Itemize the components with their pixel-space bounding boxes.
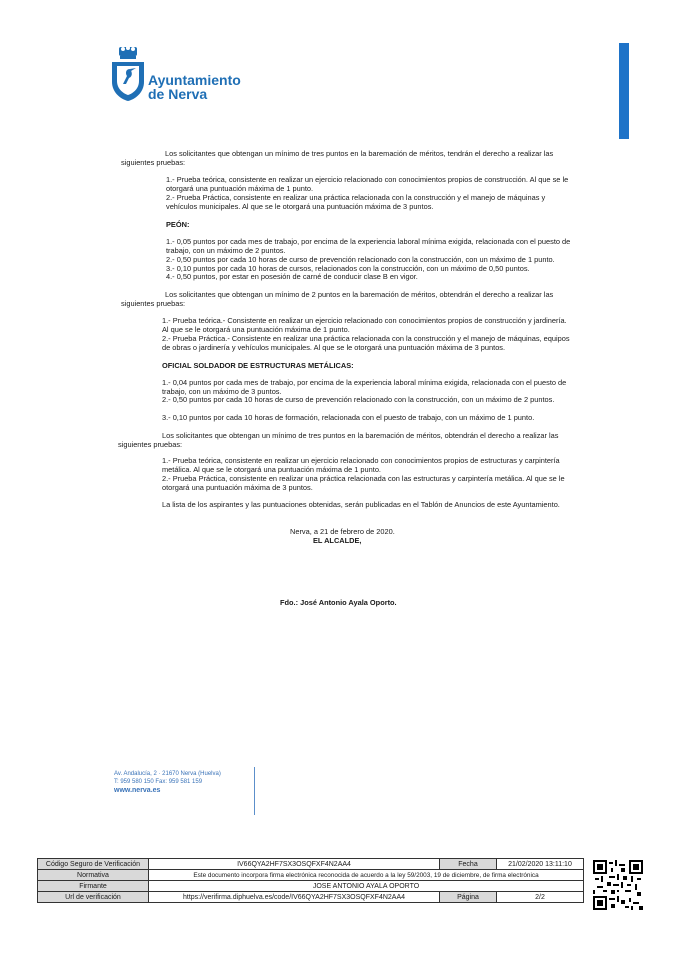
list-4-item-3 bbox=[162, 413, 534, 422]
paragraph-2: Los solicitantes que obtengan un mínimo de 2 puntos en la baremación de méritos, obtendrán el derecho a realizar las siguientes pruebas: bbox=[121, 290, 554, 308]
code-value: IV66QYA2HF7SX3OSQFXF4N2AA4 bbox=[149, 859, 440, 870]
norm-label: Normativa bbox=[38, 870, 149, 881]
heading-peon: PEÓN: bbox=[166, 220, 190, 229]
list-4-item-2 bbox=[162, 395, 573, 404]
page-value: 2/2 bbox=[497, 892, 584, 903]
website-link[interactable]: www.nerva.es bbox=[114, 787, 161, 794]
list-2-item-4 bbox=[166, 272, 418, 281]
signature-line: Fdo.: José Antonio Ayala Oporto. bbox=[280, 598, 397, 607]
table-row bbox=[38, 892, 584, 903]
url-label: Url de verificación bbox=[38, 892, 149, 903]
town-logo bbox=[108, 44, 248, 104]
url-value[interactable]: https://verifirma.diphuelva.es/code/IV66QYA2HF7SX3OSQFXF4N2AA4 bbox=[149, 892, 440, 903]
list-number: 1.- bbox=[166, 237, 175, 246]
list-text: 0,50 puntos por cada 10 horas de curso de prevención relacionado con la construcción, con un máximo de 2 puntos. bbox=[172, 395, 555, 404]
list-number: 1.- bbox=[162, 316, 171, 325]
signer-label: Firmante bbox=[38, 881, 149, 892]
norm-value: Este documento incorpora firma electrónica reconocida de acuerdo a la ley 59/2003, 19 de diciembre, de firma electrónica bbox=[149, 870, 584, 881]
side-accent-bar bbox=[619, 43, 629, 139]
crest-icon bbox=[108, 44, 148, 102]
list-2-item-2 bbox=[166, 255, 555, 264]
paragraph-4: La lista de los aspirantes y las puntuaciones obtenidas, serán publicadas en el Tablón de Anuncios de este Ayuntamiento. bbox=[162, 500, 560, 509]
list-number: 3.- bbox=[166, 264, 175, 273]
address-line-2: T: 959 580 150 Fax: 959 581 159 bbox=[114, 779, 203, 785]
list-text: 0,05 puntos por cada mes de trabajo, por encima de la experiencia laboral mínima exigida, relacionada con el puesto de trabajo, con un máximo de 2 puntos. bbox=[166, 237, 571, 255]
list-text: Prueba Práctica, consistente en realizar una práctica relacionada con las estructuras y carpintería metálica. Al que se le otorgará una puntuación máxima de 3 puntos. bbox=[162, 474, 565, 492]
list-5-item-2 bbox=[162, 474, 573, 492]
list-number: 2.- bbox=[166, 255, 175, 264]
heading-oficial: OFICIAL SOLDADOR DE ESTRUCTURAS METÁLICAS: bbox=[162, 361, 354, 370]
list-text: Prueba Práctica, consistente en realizar una práctica relacionada con la construcción y el manejo de máquinas y vehículos municipales. Al que se le otorgará una puntuación máxima de 3 puntos. bbox=[166, 193, 546, 211]
address-divider bbox=[254, 767, 255, 815]
list-number: 2.- bbox=[162, 474, 171, 483]
list-5-item-1 bbox=[162, 456, 573, 474]
list-number: 1.- bbox=[162, 456, 171, 465]
qr-code-icon bbox=[593, 860, 643, 910]
table-row bbox=[38, 870, 584, 881]
paragraph-3: Los solicitantes que obtengan un mínimo de tres puntos en la baremación de méritos, obtendrán el derecho a realizar las siguientes pruebas: bbox=[118, 431, 559, 449]
table-row bbox=[38, 881, 584, 892]
logo-line-1: Ayuntamiento bbox=[148, 72, 241, 88]
list-4-item-1 bbox=[162, 378, 573, 396]
list-3-item-2 bbox=[162, 334, 573, 352]
page-label: Página bbox=[440, 892, 497, 903]
logo-line-2: de Nerva bbox=[148, 86, 208, 102]
list-number: 2.- bbox=[162, 334, 171, 343]
list-1-item-1 bbox=[166, 175, 573, 193]
list-text: 0,10 puntos por cada 10 horas de cursos, relacionados con la construcción, con un máximo de 0,50 puntos. bbox=[176, 264, 530, 273]
list-text: 0,50 puntos por cada 10 horas de curso de prevención relacionado con la construcción, con un máximo de 1 punto. bbox=[176, 255, 555, 264]
list-text: Prueba teórica.- Consistente en realizar un ejercicio relacionado con conocimientos propios de construcción y jardinería. Al que se le otorgará una puntuación máxima de 1 punto. bbox=[162, 316, 567, 334]
list-text: Prueba Práctica.- Consistente en realizar una práctica relacionada con la construcción y el manejo de máquinas, equipos de obras o jardinería y vehículos municipales. Al que se le otorgará una puntuación máxima de 3 puntos. bbox=[162, 334, 570, 352]
list-number: 4.- bbox=[166, 272, 175, 281]
list-number: 2.- bbox=[162, 395, 171, 404]
list-text: 0,04 puntos por cada mes de trabajo, por encima de la experiencia laboral mínima exigida, relacionada con el puesto de trabajo, con un máximo de 3 puntos. bbox=[162, 378, 567, 396]
list-2-item-1 bbox=[166, 237, 573, 255]
code-label: Código Seguro de Verificación bbox=[38, 859, 149, 870]
list-text: Prueba teórica, consistente en realizar un ejercicio relacionado con conocimientos propios de estructuras y carpintería metálica. Al que se le otorgará una puntuación máxima de 1 punto. bbox=[162, 456, 560, 474]
signer-title: EL ALCALDE, bbox=[313, 536, 362, 545]
list-number: 1.- bbox=[162, 378, 171, 387]
list-text: 0,10 puntos por cada 10 horas de formación, relacionada con el puesto de trabajo, con un máximo de 1 punto. bbox=[172, 413, 535, 422]
list-text: Prueba teórica, consistente en realizar un ejercicio relacionado con conocimientos propios de construcción. Al que se le otorgará una puntuación máxima de 1 punto. bbox=[166, 175, 569, 193]
address-line-1: Av. Andalucía, 2 · 21670 Nerva (Huelva) bbox=[114, 771, 221, 777]
date-line: Nerva, a 21 de febrero de 2020. bbox=[290, 527, 395, 536]
list-text: 0,50 puntos, por estar en posesión de carné de conducir clase B en vigor. bbox=[176, 272, 418, 281]
list-number: 3.- bbox=[162, 413, 171, 422]
list-3-item-1 bbox=[162, 316, 573, 334]
list-number: 2.- bbox=[166, 193, 175, 202]
list-number: 1.- bbox=[166, 175, 175, 184]
table-row bbox=[38, 859, 584, 870]
list-1-item-2 bbox=[166, 193, 573, 211]
signer-value: JOSE ANTONIO AYALA OPORTO bbox=[149, 881, 584, 892]
date-value: 21/02/2020 13:11:10 bbox=[497, 859, 584, 870]
date-label: Fecha bbox=[440, 859, 497, 870]
verification-table bbox=[37, 858, 584, 903]
paragraph-1: Los solicitantes que obtengan un mínimo de tres puntos en la baremación de méritos, tendrán el derecho a realizar las siguientes pruebas: bbox=[121, 149, 554, 167]
